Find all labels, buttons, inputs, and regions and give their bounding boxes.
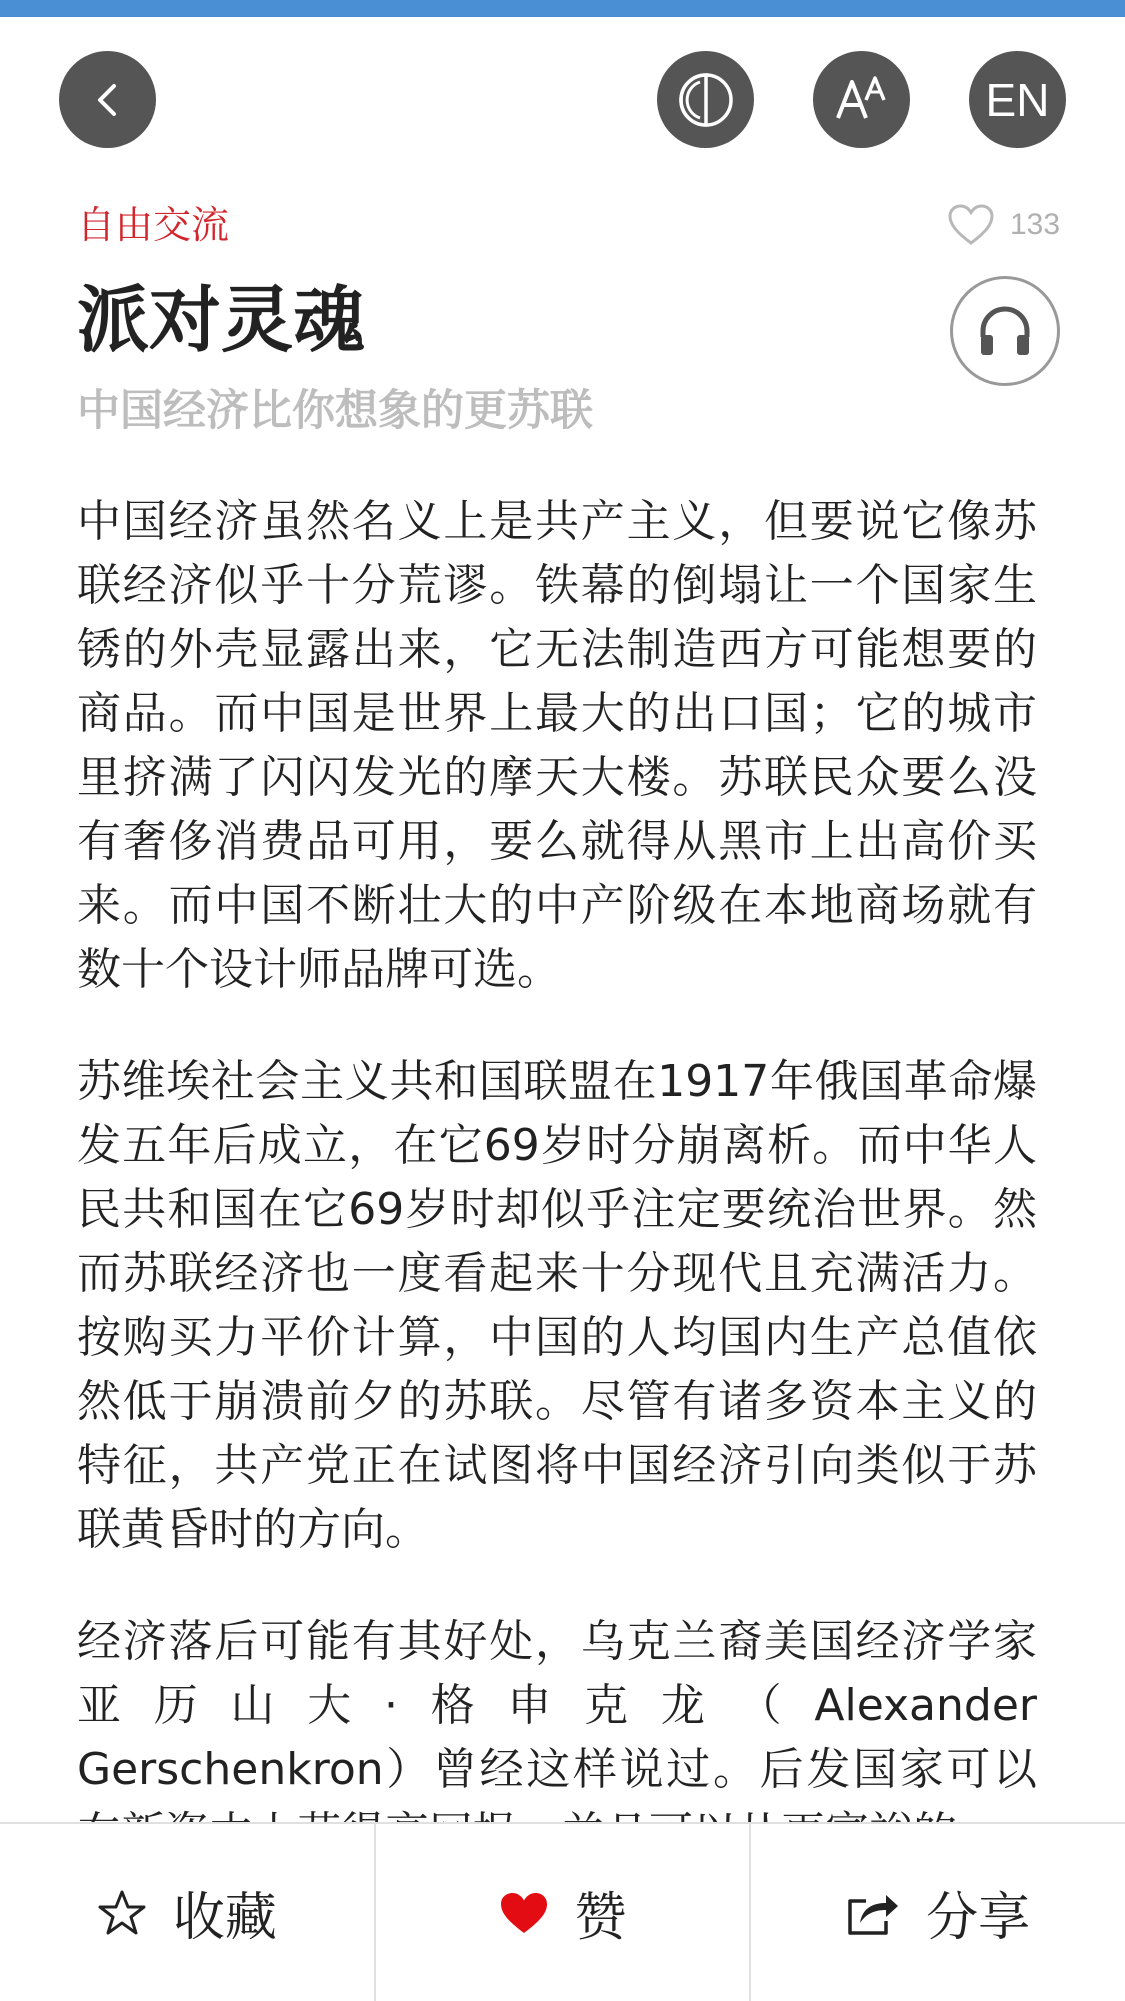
favorite-button[interactable] <box>0 1824 374 2001</box>
share-button[interactable] <box>749 1824 1125 2001</box>
paragraph: 中国经济虽然名义上是共产主义，但要说它像苏联经济似乎十分荒谬。铁幕的倒塌让一个国家生锈的外壳显露出来，它无法制造西方可能想要的商品。而中国是世界上最大的出口国；它的城市里挤满了闪闪发光的摩天大楼。苏联民众要么没有奢侈消费品可用，要么就得从黑市上出高价买来。而中国不断壮大的中产阶级在本地商场就有数十个设计师品牌可选。 <box>77 496 1037 995</box>
like-count: 133 <box>1010 208 1061 241</box>
section-label: 自由交流 <box>77 203 230 247</box>
paragraph: 经济落后可能有其好处，乌克兰裔美国经济学家亚历山大·格申克龙（Alexander Gerschenkron）曾经这样说过。后发国家可以 <box>77 1616 1037 1795</box>
like-counter[interactable] <box>948 198 1060 252</box>
language-toggle-button[interactable] <box>969 51 1066 148</box>
audio-play-button[interactable] <box>950 276 1060 386</box>
share-label: 分享 <box>926 1888 1031 1948</box>
paragraph: 苏维埃社会主义共和国联盟在1917年俄国革命爆发五年后成立，在它69岁时分崩离析。而中华人民共和国在它69岁时却似乎注定要统治世界。然而苏联经济也一度看起来十分现代且充满活力。按购买力平价计算，中国的人均国内生产总值依然低于崩溃前夕的苏联。尽管有诸多资本主义的特征，共产党正在试图将中国经济引向类似于苏联黄昏时的方向。 <box>77 1056 1037 1555</box>
font-size-button[interactable] <box>813 51 910 148</box>
font-size-icon <box>832 70 892 130</box>
article-title: 派对灵魂 <box>77 278 366 362</box>
share-icon <box>846 1889 900 1937</box>
like-label: 赞 <box>574 1888 627 1948</box>
language-label: EN <box>985 73 1050 126</box>
heart-outline-icon <box>948 204 994 246</box>
like-button[interactable] <box>374 1824 750 2001</box>
contrast-toggle-button[interactable] <box>657 51 754 148</box>
article-body <box>77 490 1037 1823</box>
status-bar <box>0 0 1125 17</box>
heart-filled-icon <box>499 1891 549 1935</box>
article-subtitle: 中国经济比你想象的更苏联 <box>77 386 593 436</box>
headphones-icon <box>977 305 1033 357</box>
back-button[interactable] <box>59 51 156 148</box>
favorite-label: 收藏 <box>172 1888 277 1948</box>
star-outline-icon <box>97 1889 147 1937</box>
contrast-icon <box>676 70 736 130</box>
back-arrow-icon <box>88 80 128 120</box>
bottom-action-bar <box>0 1822 1125 2001</box>
